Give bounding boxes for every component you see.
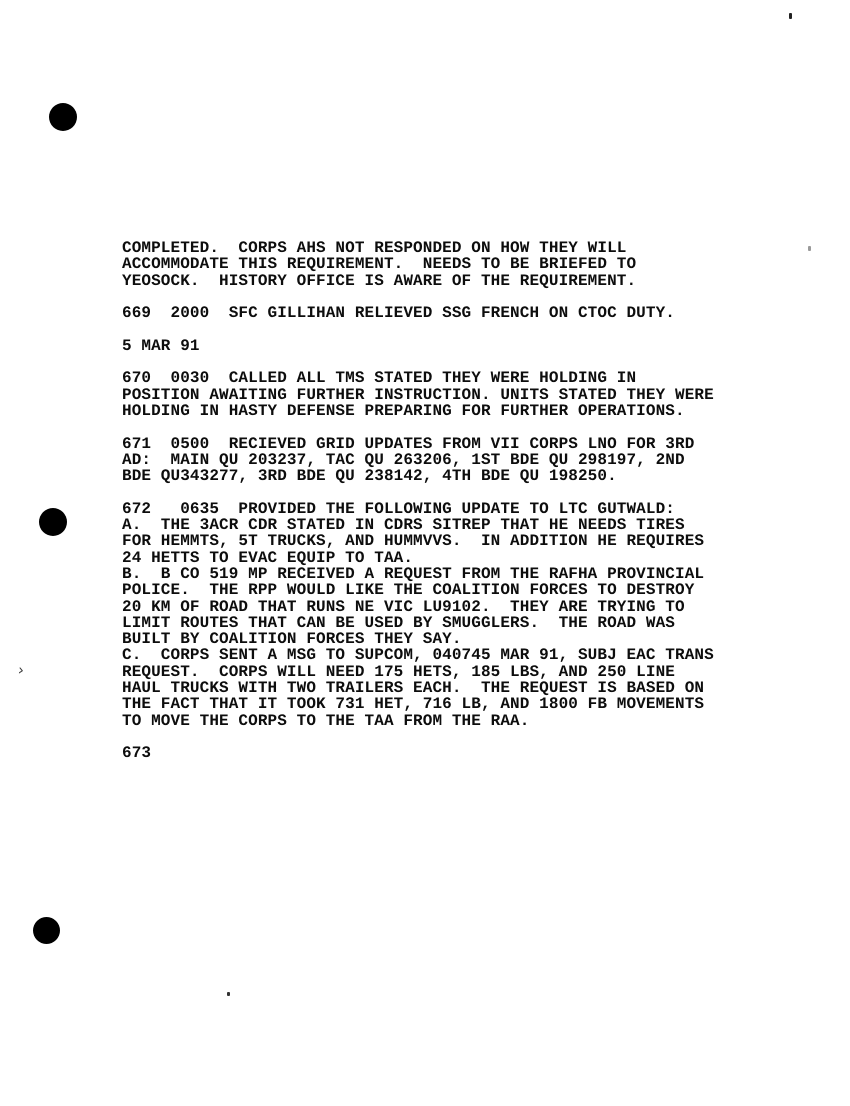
log-line: 671 0500 RECIEVED GRID UPDATES FROM VII CORPS LNO FOR 3RD <box>122 434 695 453</box>
log-line: 669 2000 SFC GILLIHAN RELIEVED SSG FRENCH ON CTOC DUTY. <box>122 304 675 323</box>
entry-673 <box>122 745 714 761</box>
log-line: 5 MAR 91 <box>122 336 200 355</box>
scan-speck <box>808 246 811 251</box>
log-line: FOR HEMMTS, 5T TRUCKS, AND HUMMVVS. IN ADDITION HE REQUIRES <box>122 532 705 551</box>
log-line: B. B CO 519 MP RECEIVED A REQUEST FROM THE RAFHA PROVINCIAL <box>122 564 705 583</box>
log-line: ACCOMMODATE THIS REQUIREMENT. NEEDS TO BE BRIEFED TO <box>122 255 637 274</box>
document-body <box>122 240 714 778</box>
log-line: 20 KM OF ROAD THAT RUNS NE VIC LU9102. THEY ARE TRYING TO <box>122 597 685 616</box>
log-line: YEOSOCK. HISTORY OFFICE IS AWARE OF THE REQUIREMENT. <box>122 271 637 290</box>
stray-pen-mark: › <box>16 660 26 680</box>
log-line: THE FACT THAT IT TOOK 731 HET, 716 LB, AND 1800 FB MOVEMENTS <box>122 695 705 714</box>
log-line: C. CORPS SENT A MSG TO SUPCOM, 040745 MAR 91, SUBJ EAC TRANS <box>122 646 714 665</box>
paragraph-continuation <box>122 240 714 289</box>
log-line: POLICE. THE RPP WOULD LIKE THE COALITION FORCES TO DESTROY <box>122 581 695 600</box>
log-line: HOLDING IN HASTY DEFENSE PREPARING FOR FURTHER OPERATIONS. <box>122 401 685 420</box>
scan-speck <box>227 992 230 996</box>
hole-punch <box>49 103 77 131</box>
log-line: A. THE 3ACR CDR STATED IN CDRS SITREP THAT HE NEEDS TIRES <box>122 516 685 535</box>
log-line: TO MOVE THE CORPS TO THE TAA FROM THE RAA. <box>122 711 530 730</box>
log-line: POSITION AWAITING FURTHER INSTRUCTION. UNITS STATED THEY WERE <box>122 385 714 404</box>
log-line: AD: MAIN QU 203237, TAC QU 263206, 1ST BDE QU 298197, 2ND <box>122 450 685 469</box>
entry-670 <box>122 370 714 419</box>
scan-speck <box>789 13 792 19</box>
log-line: 670 0030 CALLED ALL TMS STATED THEY WERE HOLDING IN <box>122 369 637 388</box>
hole-punch <box>33 917 60 944</box>
log-line: 672 0635 PROVIDED THE FOLLOWING UPDATE TO LTC GUTWALD: <box>122 499 675 518</box>
log-line: HAUL TRUCKS WITH TWO TRAILERS EACH. THE REQUEST IS BASED ON <box>122 679 705 698</box>
entry-671 <box>122 436 714 485</box>
log-line: 673 <box>122 744 152 763</box>
log-line: BUILT BY COALITION FORCES THEY SAY. <box>122 630 462 649</box>
log-line: BDE QU343277, 3RD BDE QU 238142, 4TH BDE QU 198250. <box>122 467 617 486</box>
entry-672 <box>122 501 714 729</box>
date-header <box>122 338 714 354</box>
log-line: REQUEST. CORPS WILL NEED 175 HETS, 185 LBS, AND 250 LINE <box>122 662 675 681</box>
log-line: COMPLETED. CORPS AHS NOT RESPONDED ON HOW THEY WILL <box>122 239 627 257</box>
hole-punch <box>39 508 67 536</box>
log-line: 24 HETTS TO EVAC EQUIP TO TAA. <box>122 548 414 567</box>
entry-669 <box>122 305 714 321</box>
log-line: LIMIT ROUTES THAT CAN BE USED BY SMUGGLERS. THE ROAD WAS <box>122 613 675 632</box>
